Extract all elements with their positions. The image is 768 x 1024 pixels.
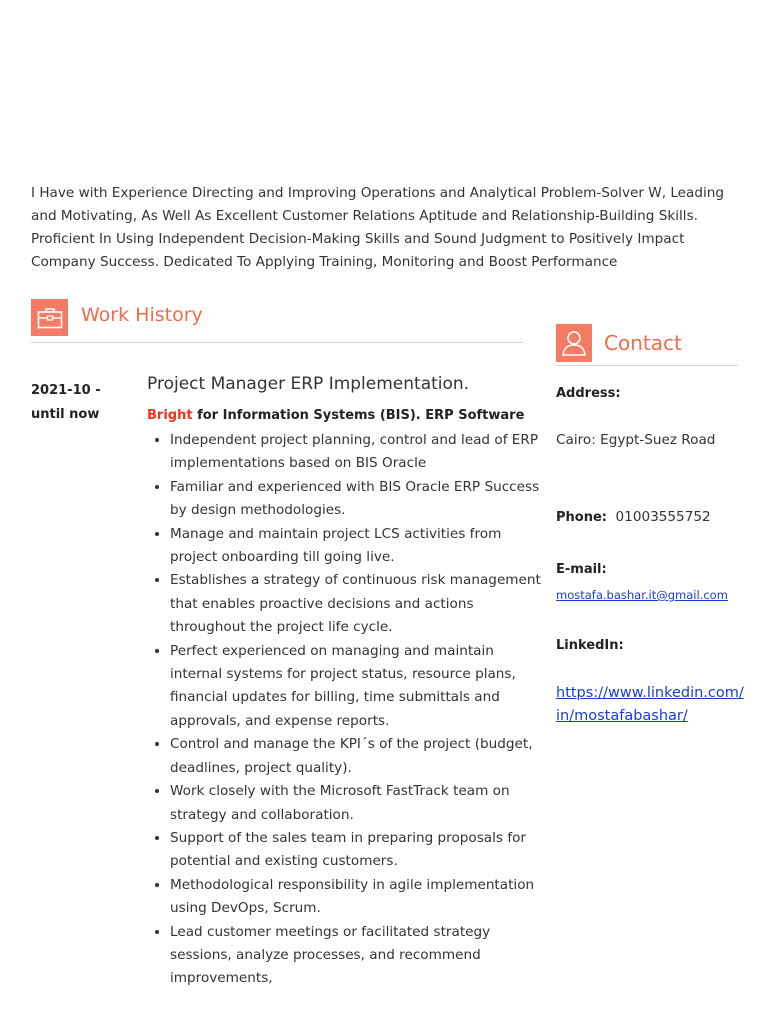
job-company (147, 408, 524, 423)
duty-item: • Methodological responsibility in agile implementation using DevOps, Scrum. (170, 874, 550, 921)
duty-item: • Perfect experienced on managing and maintain internal systems for project status, resource plans, financial updates for billing, time submittals and approvals, and expense reports. (170, 640, 550, 734)
job-date-end: until now (31, 407, 100, 422)
duty-item: • Work closely with the Microsoft FastTrack team on strategy and collaboration. (170, 780, 550, 827)
phone-row (556, 509, 711, 525)
work-history-divider (31, 342, 523, 343)
address-label: Address: (556, 386, 621, 401)
job-duties-list (147, 429, 550, 991)
duty-item: • Manage and maintain project LCS activities from project onboarding till going live. (170, 523, 550, 570)
duty-item: • Lead customer meetings or facilitated strategy sessions, analyze processes, and recommend improvements, (170, 921, 550, 991)
briefcase-icon (31, 299, 68, 336)
profile-summary: I Have with Experience Directing and Improving Operations and Analytical Problem-Solver W, Leading and Motivating, As Well As Excellent Customer Relations Aptitude and Relationship-Building Skills. Proficient In Using Independent Decision-Making Skills and Sound Judgment to Positively Impact Company Success. Dedicated To Applying Training, Monitoring and Boost Performance (31, 184, 725, 270)
job-date (31, 379, 101, 427)
contact-header (556, 324, 682, 362)
phone-label: Phone: (556, 510, 607, 525)
email-label: E-mail: (556, 562, 607, 577)
duty-item: • Independent project planning, control and lead of ERP implementations based on BIS Oracle (170, 429, 550, 476)
phone-value: 01003555752 (615, 509, 711, 525)
job-title: Project Manager ERP Implementation. (147, 374, 470, 394)
person-icon (556, 324, 592, 362)
company-brand: Bright (147, 408, 193, 423)
email-link[interactable]: mostafa.bashar.it@gmail.com (556, 588, 728, 602)
linkedin-link[interactable]: https://www.linkedin.com/in/mostafabashar/ (556, 685, 744, 724)
work-history-title: Work History (81, 303, 203, 326)
duty-item: • Support of the sales team in preparing proposals for potential and existing customers. (170, 827, 550, 874)
contact-title: Contact (604, 331, 682, 355)
job-date-start: 2021-10 - (31, 383, 101, 398)
address-value: Cairo: Egypt-Suez Road (556, 432, 716, 448)
company-rest: for Information Systems (BIS). ERP Software (192, 408, 525, 423)
linkedin-label: LinkedIn: (556, 638, 624, 653)
duty-item: • Familiar and experienced with BIS Oracle ERP Success by design methodologies. (170, 476, 550, 523)
duty-item: • Control and manage the KPI´s of the project (budget, deadlines, project quality). (170, 733, 550, 780)
duty-item: • Establishes a strategy of continuous risk management that enables proactive decisions and actions throughout the project life cycle. (170, 569, 550, 639)
contact-divider (556, 365, 738, 366)
work-history-header (31, 299, 203, 336)
